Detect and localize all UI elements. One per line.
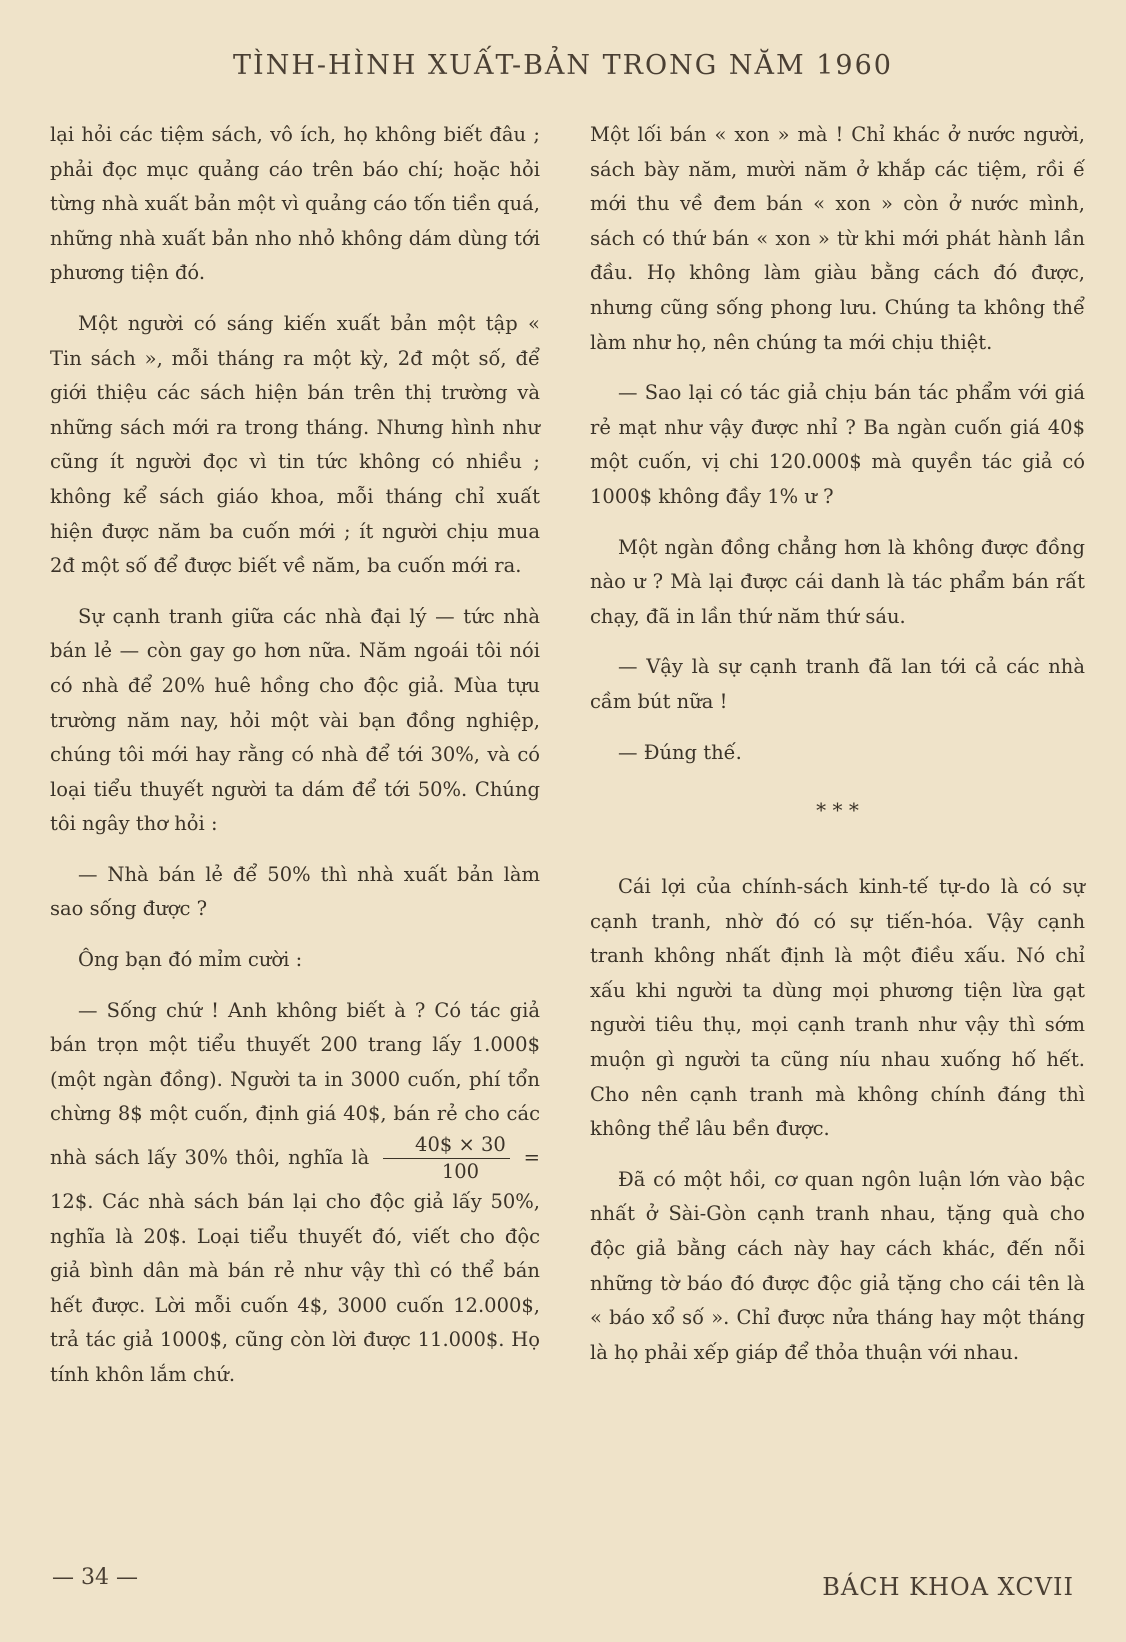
paragraph: Một lối bán « xon » mà ! Chỉ khác ở nước người, sách bày năm, mười năm ở khắp các tiệm, rồi ế mới thu về đem bán « xon » còn ở nước mình, sách có thứ bán « xon » từ khi mới phát hành lần đầu. Họ không làm giàu bằng cách đó được, nhưng cũng sống phong lưu. Chúng ta không thể làm như họ, nên chúng ta mới chịu thiệt. xyxy=(590,123,1085,354)
paragraph: Một người có sáng kiến xuất bản một tập « Tin sách », mỗi tháng ra một kỳ, 2đ một số, để giới thiệu các sách hiện bán trên thị trường và những sách mới ra trong tháng. Nhưng hình như cũng ít người đọc vì tin tức không có nhiều ; không kể sách giáo khoa, mỗi tháng chỉ xuất hiện được năm ba cuốn mới ; ít người chịu mua 2đ một số để được biết về năm, ba cuốn mới ra. xyxy=(50,311,540,578)
paragraph: Ông bạn đó mỉm cười : xyxy=(78,948,303,972)
right-column xyxy=(590,118,1085,1386)
fraction xyxy=(383,1132,510,1185)
paragraph-text: — Sống chứ ! Anh không biết à ? Có tác giả bán trọn một tiểu thuyết 200 trang lấy 1.000$ (một ngàn đồng). Người ta in 3000 cuốn, phí tổn chừng 8$ một cuốn, định giá 40$, bán rẻ cho các nhà sách lấy 30% thôi, nghĩa là xyxy=(50,998,540,1170)
section-separator: * * * xyxy=(816,798,859,823)
fraction-numerator: 40$ × 30 xyxy=(383,1132,510,1159)
paragraph: — Nhà bán lẻ để 50% thì nhà xuất bản làm sao sống được ? xyxy=(50,862,540,921)
paragraph: — Đúng thế. xyxy=(618,740,742,764)
paragraph: Một ngàn đồng chẳng hơn là không được đồng nào ư ? Mà lại được cái danh là tác phẩm bán rất chạy, đã in lần thứ năm thứ sáu. xyxy=(590,535,1085,628)
paragraph: — Sao lại có tác giả chịu bán tác phẩm với giá rẻ mạt như vậy được nhỉ ? Ba ngàn cuốn giá 40$ một cuốn, vị chi 120.000$ mà quyền tác giả có 1000$ không đầy 1% ư ? xyxy=(590,381,1085,508)
paragraph-text: = 12$. Các nhà sách bán lại cho độc giả lấy 50%, nghĩa là 20$. Loại tiểu thuyết đó, viết cho độc giả bình dân mà bán rẻ như vậy thì có thể bán hết được. Lời mỗi cuốn 4$, 3000 cuốn 12.000$, trả tác giả 1000$, cũng còn lời được 11.000$. Họ tính khôn lắm chứ. xyxy=(50,1146,540,1386)
fraction-denominator: 100 xyxy=(441,1160,480,1184)
paragraph xyxy=(50,994,540,1393)
paragraph: Đã có một hồi, cơ quan ngôn luận lớn vào bậc nhất ở Sài-Gòn cạnh tranh nhau, tặng quà cho độc giả bằng cách này hay cách khác, đến nỗi những tờ báo đó được độc giả tặng cho cái tên là « báo xổ số ». Chỉ được nửa tháng hay một tháng là họ phải xếp giáp để thỏa thuận với nhau. xyxy=(590,1167,1085,1364)
paragraph: — Vậy là sự cạnh tranh đã lan tới cả các nhà cầm bút nữa ! xyxy=(590,655,1085,713)
running-header: TÌNH-HÌNH XUẤT-BẢN TRONG NĂM 1960 xyxy=(233,50,893,81)
publication-name: BÁCH KHOA XCVII xyxy=(822,1573,1074,1601)
paragraph: Sự cạnh tranh giữa các nhà đại lý — tức nhà bán lẻ — còn gay go hơn nữa. Năm ngoái tôi nói có nhà để 20% huê hồng cho độc giả. Mùa tựu trường năm nay, hỏi một vài bạn đồng nghiệp, chúng tôi mới hay rằng có nhà để tới 30%, và có loại tiểu thuyết người ta dám để tới 50%. Chúng tôi ngây thơ hỏi : xyxy=(50,604,540,836)
paragraph: lại hỏi các tiệm sách, vô ích, họ không biết đâu ; phải đọc mục quảng cáo trên báo chí; hoặc hỏi từng nhà xuất bản một vì quảng cáo tốn tiền quá, những nhà xuất bản nho nhỏ không dám dùng tới phương tiện đó. xyxy=(50,123,540,285)
left-column xyxy=(50,118,540,1409)
paragraph: Cái lợi của chính-sách kinh-tế tự-do là có sự cạnh tranh, nhờ đó có sự tiến-hóa. Vậy cạnh tranh không nhất định là một điều xấu. Nó chỉ xấu khi người ta dùng mọi phương tiện lừa gạt người tiêu thụ, mọi cạnh tranh như vậy thì sớm muộn gì người ta cũng níu nhau xuống hố hết. Cho nên cạnh tranh mà không chính đáng thì không thể lâu bền được. xyxy=(590,875,1085,1141)
page-number: — 34 — xyxy=(52,1565,138,1590)
